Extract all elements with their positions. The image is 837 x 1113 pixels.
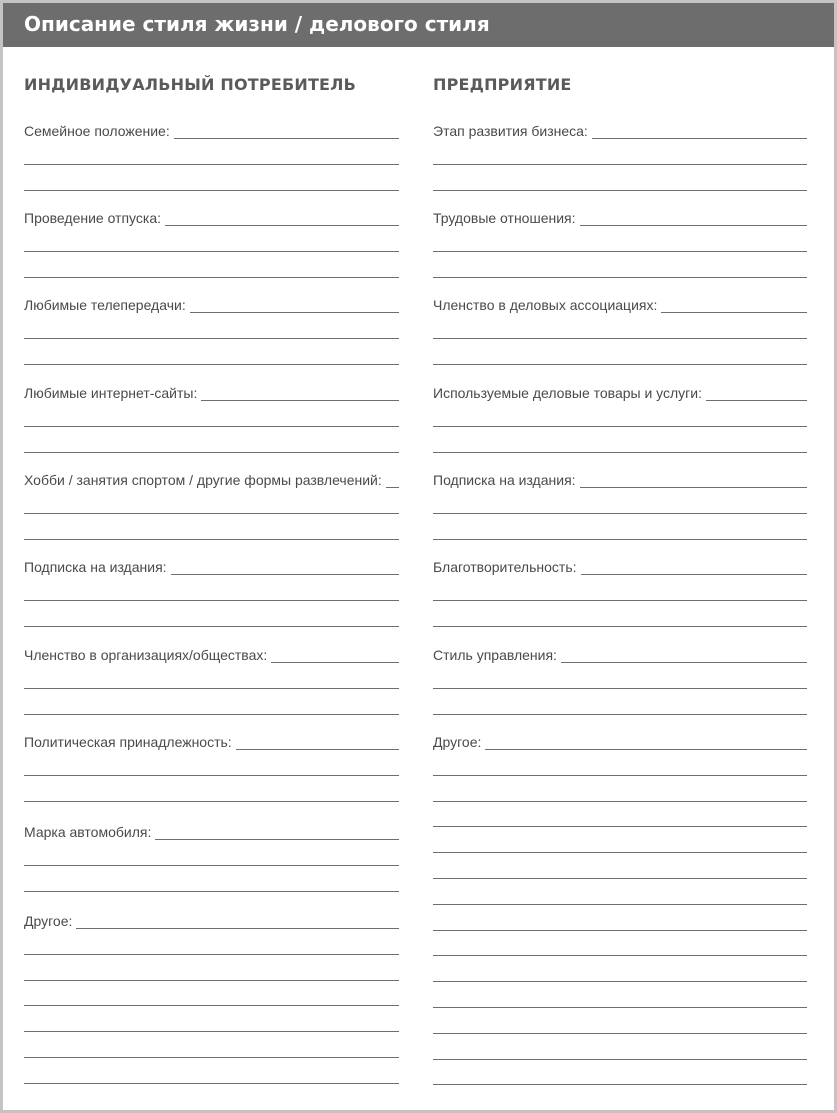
field-label: Этап развития бизнеса: <box>433 123 592 140</box>
answer-line[interactable] <box>433 513 807 514</box>
answer-line[interactable] <box>433 826 807 827</box>
answer-line[interactable] <box>24 1031 399 1032</box>
answer-line[interactable] <box>433 981 807 982</box>
answer-line[interactable] <box>24 801 399 802</box>
answer-line[interactable] <box>24 775 399 776</box>
field-label: Стиль управления: <box>433 647 561 664</box>
answer-line[interactable] <box>24 539 399 540</box>
answer-line[interactable] <box>433 1084 807 1085</box>
answer-line[interactable] <box>24 626 399 627</box>
answer-line[interactable] <box>433 775 807 776</box>
field-label: Хобби / занятия спортом / другие формы развлечений: <box>24 472 386 489</box>
answer-line[interactable] <box>433 749 807 750</box>
field-label: Трудовые отношения: <box>433 210 580 227</box>
answer-line[interactable] <box>433 955 807 956</box>
field-label: Другое: <box>433 734 485 751</box>
answer-line[interactable] <box>433 878 807 879</box>
answer-line[interactable] <box>24 954 399 955</box>
field-label: Любимые телепередачи: <box>24 297 190 314</box>
answer-line[interactable] <box>24 364 399 365</box>
answer-line[interactable] <box>24 928 399 929</box>
field-label: Марка автомобиля: <box>24 824 155 841</box>
field-label: Подписка на издания: <box>433 472 580 489</box>
answer-line[interactable] <box>24 980 399 981</box>
answer-line[interactable] <box>433 251 807 252</box>
answer-line[interactable] <box>433 1007 807 1008</box>
answer-line[interactable] <box>433 364 807 365</box>
answer-line[interactable] <box>433 452 807 453</box>
answer-line[interactable] <box>433 626 807 627</box>
answer-line[interactable] <box>433 904 807 905</box>
field-label: Любимые интернет-сайты: <box>24 385 201 402</box>
answer-line[interactable] <box>433 688 807 689</box>
answer-line[interactable] <box>433 164 807 165</box>
answer-line[interactable] <box>24 277 399 278</box>
field-label: Семейное положение: <box>24 123 174 140</box>
answer-line[interactable] <box>433 277 807 278</box>
field-label: Членство в организациях/обществах: <box>24 647 271 664</box>
right-column-heading: ПРЕДПРИЯТИЕ <box>433 75 572 94</box>
answer-line[interactable] <box>433 600 807 601</box>
field-label: Политическая принадлежность: <box>24 734 236 751</box>
answer-line[interactable] <box>24 688 399 689</box>
answer-line[interactable] <box>24 513 399 514</box>
answer-line[interactable] <box>24 714 399 715</box>
answer-line[interactable] <box>433 1033 807 1034</box>
answer-line[interactable] <box>433 801 807 802</box>
answer-line[interactable] <box>433 338 807 339</box>
answer-line[interactable] <box>24 338 399 339</box>
answer-line[interactable] <box>433 539 807 540</box>
answer-line[interactable] <box>24 452 399 453</box>
answer-line[interactable] <box>24 164 399 165</box>
page-header <box>3 3 834 47</box>
answer-line[interactable] <box>24 190 399 191</box>
answer-line[interactable] <box>24 865 399 866</box>
answer-line[interactable] <box>24 426 399 427</box>
answer-line[interactable] <box>24 1005 399 1006</box>
field-label: Благотворительность: <box>433 559 581 576</box>
answer-line[interactable] <box>433 852 807 853</box>
field-label: Используемые деловые товары и услуги: <box>433 385 706 402</box>
answer-line[interactable] <box>433 1059 807 1060</box>
answer-line[interactable] <box>24 891 399 892</box>
answer-line[interactable] <box>24 600 399 601</box>
page-title: Описание стиля жизни / делового стиля <box>24 12 490 36</box>
field-label: Другое: <box>24 913 76 930</box>
field-label: Подписка на издания: <box>24 559 171 576</box>
answer-line[interactable] <box>433 930 807 931</box>
answer-line[interactable] <box>433 190 807 191</box>
answer-line[interactable] <box>433 426 807 427</box>
field-label: Членство в деловых ассоциациях: <box>433 297 661 314</box>
answer-line[interactable] <box>433 714 807 715</box>
answer-line[interactable] <box>24 1057 399 1058</box>
field-label: Проведение отпуска: <box>24 210 165 227</box>
left-column-heading: ИНДИВИДУАЛЬНЫЙ ПОТРЕБИТЕЛЬ <box>24 75 357 94</box>
answer-line[interactable] <box>24 1083 399 1084</box>
answer-line[interactable] <box>24 251 399 252</box>
